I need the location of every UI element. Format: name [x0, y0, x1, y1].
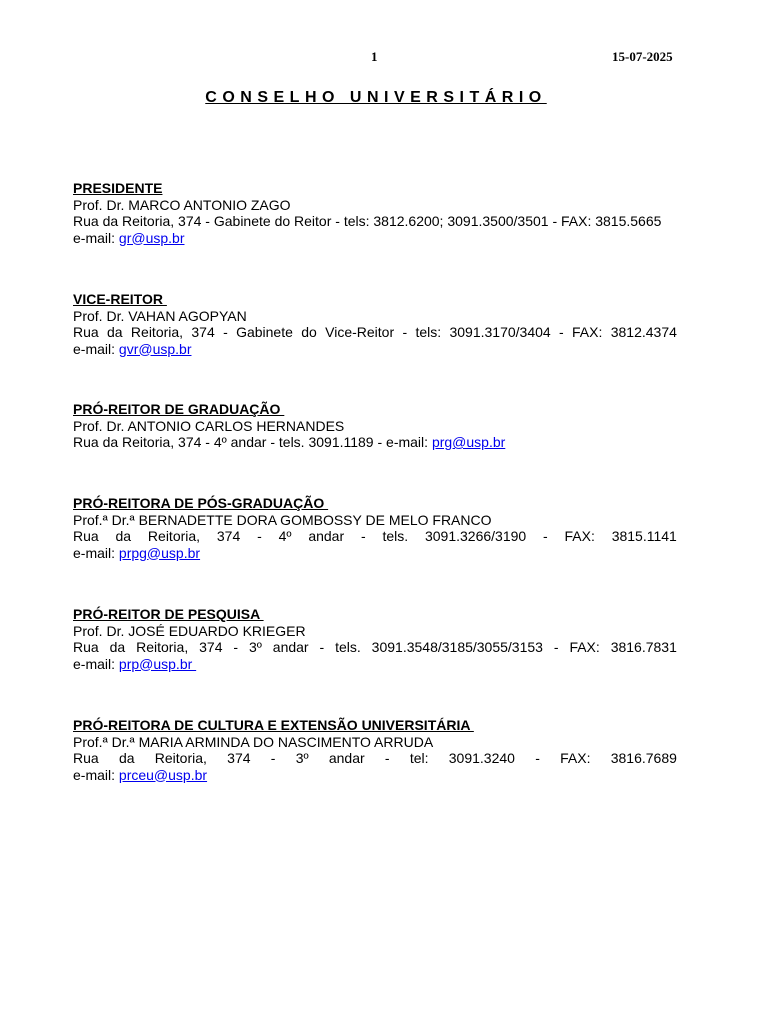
- section-heading: PRESIDENTE: [73, 180, 163, 196]
- address-word: -: [384, 750, 390, 766]
- address-word: 374: [227, 750, 251, 766]
- email-link[interactable]: prp@usp.br: [118, 655, 197, 672]
- email-link[interactable]: gr@usp.br: [118, 229, 185, 246]
- address-word: Reitoria,: [147, 528, 201, 544]
- officer-address: Rua da Reitoria, 374 - Gabinete do Reitor - tels: 3812.6200; 3091.3500/3501 - FAX: 3815.5665: [73, 213, 662, 229]
- address-word: 374: [216, 528, 241, 544]
- address-word: -: [233, 639, 239, 655]
- address-word: FAX:: [569, 639, 600, 655]
- address-word: -: [559, 324, 564, 340]
- address-word: 3815.1141: [611, 528, 677, 544]
- email-link[interactable]: gvr@usp.br: [118, 340, 192, 357]
- address-word: -: [319, 639, 325, 655]
- address-word: andar: [308, 528, 345, 544]
- address-word: FAX:: [560, 750, 591, 766]
- section-heading: PRÓ-REITORA DE PÓS-GRADUAÇÃO: [73, 495, 329, 511]
- address-word: Rua: [73, 750, 99, 766]
- officer-address: [73, 750, 677, 767]
- address-word: -: [402, 324, 408, 340]
- section-graduacao: [73, 401, 677, 451]
- section-heading: PRÓ-REITORA DE CULTURA E EXTENSÃO UNIVERSITÁRIA: [73, 717, 474, 733]
- address-word: -: [257, 528, 262, 544]
- section-heading: PRÓ-REITOR DE GRADUAÇÃO: [73, 401, 285, 417]
- email-label: e-mail:: [73, 655, 119, 672]
- address-word: Rua: [73, 528, 99, 544]
- address-word: do: [301, 324, 317, 340]
- address-word: 3091.3240: [448, 750, 515, 766]
- address-word: tels:: [415, 324, 442, 340]
- officer-name: Prof. Dr. ANTONIO CARLOS HERNANDES: [73, 417, 345, 434]
- officer-name: Prof.ª Dr.ª BERNADETTE DORA GOMBOSSY DE MELO FRANCO: [73, 511, 492, 528]
- email-link[interactable]: prpg@usp.br: [118, 544, 201, 561]
- email-link[interactable]: prg@usp.br: [431, 434, 506, 450]
- address-word: da: [115, 528, 132, 544]
- email-label: e-mail:: [73, 229, 119, 246]
- officer-email-line: [73, 545, 677, 562]
- address-word: 3091.3548/3185/3055/3153: [371, 639, 543, 655]
- address-word: 374: [191, 324, 215, 340]
- section-pesquisa: [73, 606, 677, 672]
- address-word: FAX:: [572, 324, 603, 340]
- address-word: -: [223, 324, 228, 340]
- email-label: e-mail:: [73, 766, 119, 783]
- section-presidente: [73, 180, 677, 246]
- officer-email-line: [73, 230, 677, 247]
- address-word: da: [118, 750, 135, 766]
- officer-address: [73, 324, 677, 341]
- address-word: -: [535, 750, 540, 766]
- email-link[interactable]: prceu@usp.br: [118, 766, 208, 783]
- officer-email-line: [73, 767, 677, 784]
- address-word: FAX:: [564, 528, 595, 544]
- officer-email-line: [73, 656, 677, 673]
- page-date: 15-07-2025: [612, 49, 673, 64]
- address-word: 3812.4374: [610, 324, 677, 340]
- address-word: andar: [272, 639, 309, 655]
- address-word: -: [543, 528, 548, 544]
- officer-email-line: [73, 341, 677, 358]
- address-word: Reitoria,: [136, 639, 189, 655]
- officer-name: Prof. Dr. MARCO ANTONIO ZAGO: [73, 196, 291, 213]
- address-word: tels.: [382, 528, 409, 544]
- address-word: 3º: [248, 639, 262, 655]
- address-word: Vice-Reitor: [325, 324, 395, 340]
- address-word: 374: [199, 639, 223, 655]
- section-cultura-extensao: [73, 717, 677, 783]
- officer-address: [73, 434, 677, 451]
- address-word: 3091.3266/3190: [424, 528, 527, 544]
- address-word: -: [553, 639, 559, 655]
- section-heading: VICE-REITOR: [73, 291, 167, 307]
- address-word: da: [107, 324, 123, 340]
- section-heading: PRÓ-REITOR DE PESQUISA: [73, 606, 264, 622]
- address-word: Gabinete: [236, 324, 293, 340]
- officer-name: Prof. Dr. JOSÉ EDUARDO KRIEGER: [73, 622, 306, 639]
- address-word: andar: [328, 750, 365, 766]
- officer-address: [73, 639, 677, 656]
- address-word: 3816.7831: [610, 639, 677, 655]
- address-word: tel:: [409, 750, 429, 766]
- address-word: -: [360, 528, 366, 544]
- address-text: Rua da Reitoria, 374 - 4º andar - tels. 3091.1189 - e-mail:: [73, 434, 432, 450]
- address-word: Reitoria,: [154, 750, 207, 766]
- page-number: 1: [371, 49, 378, 64]
- email-label: e-mail:: [73, 340, 119, 357]
- address-word: Reitoria,: [130, 324, 184, 340]
- address-word: tels.: [335, 639, 361, 655]
- officer-address: [73, 528, 677, 545]
- address-word: Rua: [73, 324, 99, 340]
- section-vice-reitor: [73, 291, 677, 357]
- address-word: 3º: [295, 750, 309, 766]
- address-word: da: [109, 639, 126, 655]
- officer-name: Prof. Dr. VAHAN AGOPYAN: [73, 307, 247, 324]
- address-word: -: [270, 750, 276, 766]
- address-word: 3816.7689: [610, 750, 677, 766]
- address-word: Rua: [73, 639, 99, 655]
- page-title: CONSELHO UNIVERSITÁRIO: [205, 89, 547, 106]
- section-pos-graduacao: [73, 495, 677, 561]
- address-word: 3091.3170/3404: [449, 324, 551, 340]
- officer-name: Prof.ª Dr.ª MARIA ARMINDA DO NASCIMENTO ARRUDA: [73, 733, 434, 750]
- address-word: 4º: [278, 528, 292, 544]
- email-label: e-mail:: [73, 544, 119, 561]
